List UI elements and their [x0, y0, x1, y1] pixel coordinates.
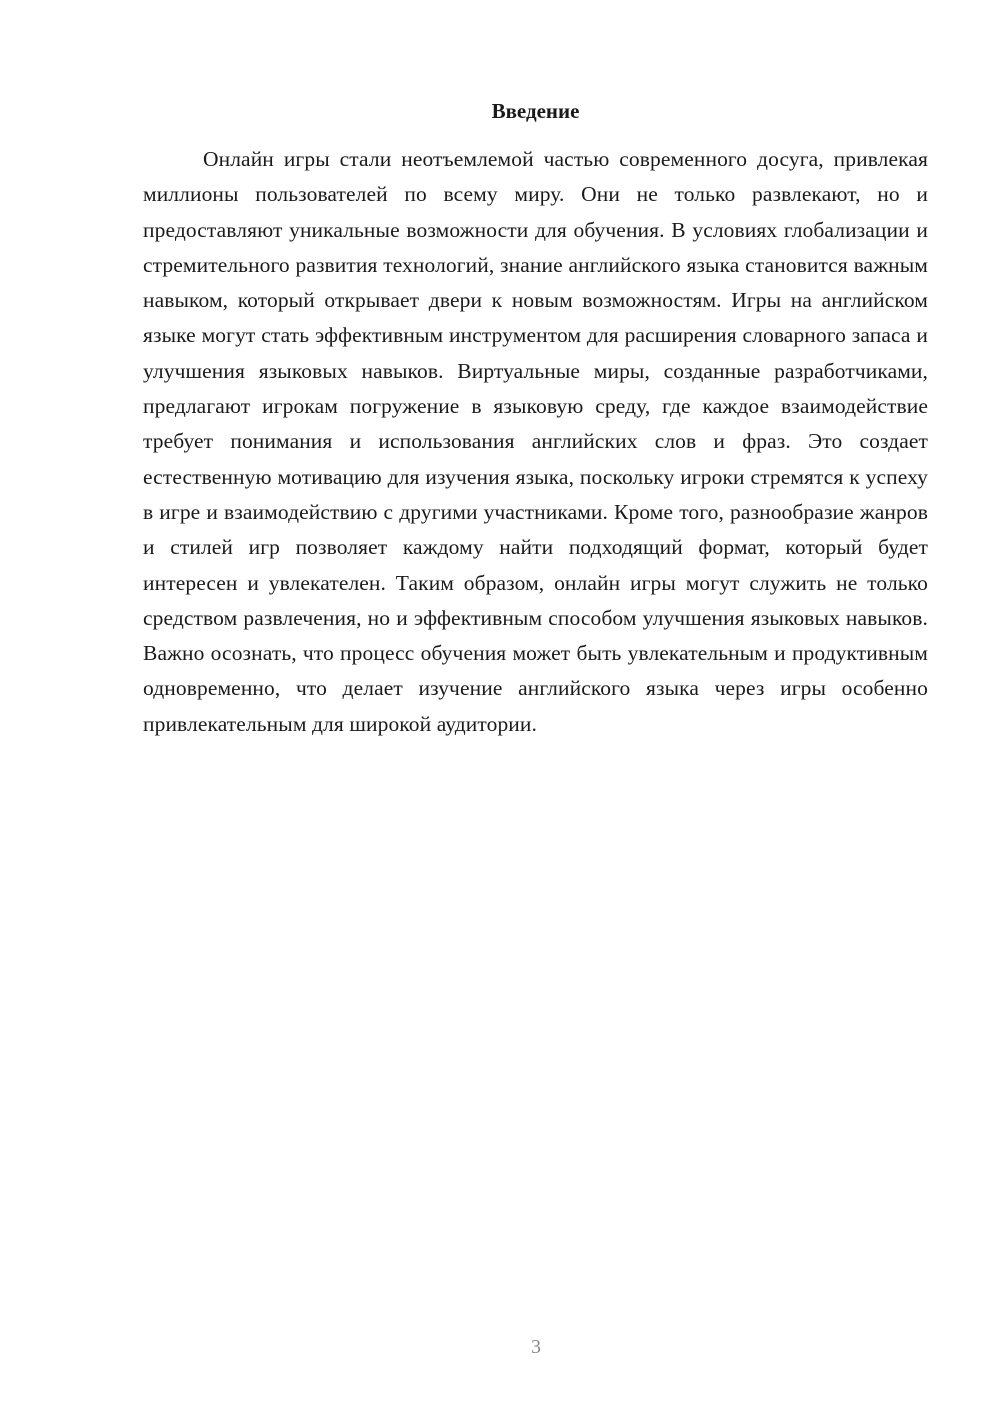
page-number: 3: [531, 1336, 541, 1358]
section-heading: Введение: [491, 99, 580, 123]
body-paragraph: Онлайн игры стали неотъемлемой частью современного досуга, привлекая миллионы пользователей по всему миру. Они не только развлекают, но и предоставляют уникальные возможности для обучения. В условиях глобализации и стремительного развития технологий, знание английского языка становится важным навыком, который открывает двери к новым возможностям. Игры на английском языке могут стать эффективным инструментом для расширения словарного запаса и улучшения языковых навыков. Виртуальные миры, созданные разработчиками, предлагают игрокам погружение в языковую среду, где каждое взаимодействие требует понимания и использования английских слов и фраз. Это создает естественную мотивацию для изучения языка, поскольку игроки стремятся к успеху в игре и взаимодействию с другими участниками. Кроме того, разнообразие жанров и стилей игр позволяет каждому найти подходящий формат, который будет интересен и увлекателен. Таким образом, онлайн игры могут служить не только средством развлечения, но и эффективным способом улучшения языковых навыков. Важно осознать, что процесс обучения может быть увлекательным и продуктивным одновременно, что делает изучение английского языка через игры особенно привлекательным для широкой аудитории.: [143, 147, 928, 736]
